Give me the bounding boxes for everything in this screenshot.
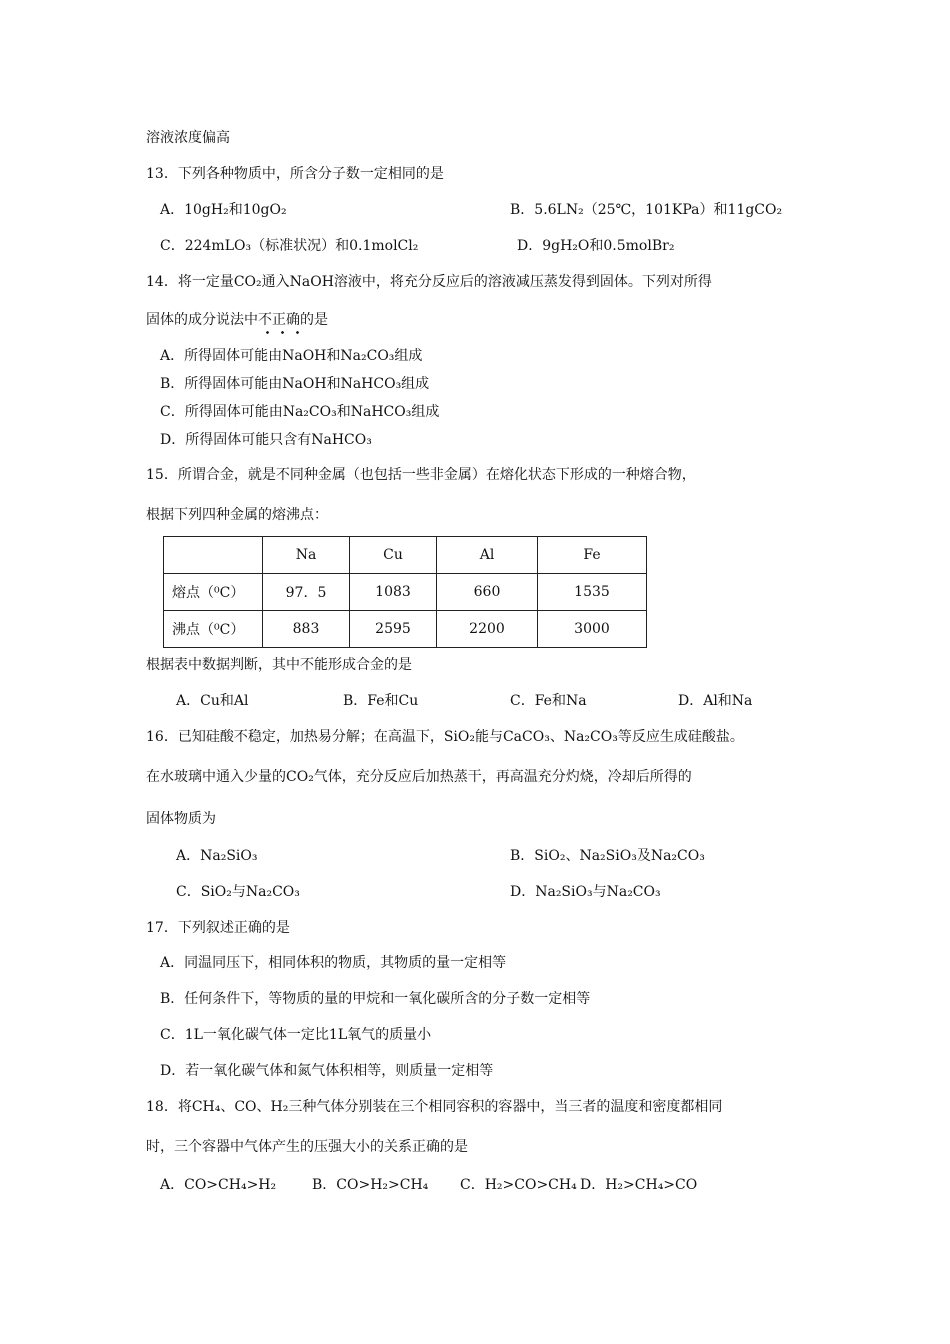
q13-stem: 13．下列各种物质中，所含分子数一定相同的是 <box>146 166 444 182</box>
table-cell: 熔点（⁰C） <box>164 574 263 611</box>
table-cell: 883 <box>263 611 350 648</box>
table-cell: 1083 <box>350 574 437 611</box>
q17-stem: 17．下列叙述正确的是 <box>146 920 290 936</box>
table-row <box>164 574 647 611</box>
top-text: 溶液浓度偏高 <box>146 130 230 146</box>
q15-stem-line1: 15．所谓合金，就是不同种金属（也包括一些非金属）在熔化状态下形成的一种熔合物， <box>146 467 696 483</box>
table-header-cu: Cu <box>350 537 437 574</box>
table-cell: 2595 <box>350 611 437 648</box>
q13-option-c: C．224mLO₃（标准状况）和0.1molCl₂ <box>160 238 419 254</box>
q18-option-a: A．CO>CH₄>H₂ <box>160 1177 277 1193</box>
q18-option-c: C．H₂>CO>CH₄ <box>460 1177 577 1193</box>
table-cell: 3000 <box>538 611 647 648</box>
q14-stem-post: 的是 <box>300 312 328 328</box>
q15-option-d: D．Al和Na <box>678 693 753 709</box>
table-cell: 2200 <box>437 611 538 648</box>
q14-option-b: B．所得固体可能由NaOH和NaHCO₃组成 <box>160 376 430 392</box>
q15-option-b: B．Fe和Cu <box>343 693 419 709</box>
q16-stem-line2: 在水玻璃中通入少量的CO₂气体，充分反应后加热蒸干，再高温充分灼烧，冷却后所得的 <box>146 769 692 785</box>
q13-option-d: D．9gH₂O和0.5molBr₂ <box>517 238 675 254</box>
q14-option-a: A．所得固体可能由NaOH和Na₂CO₃组成 <box>160 348 423 364</box>
q15-stem-line3: 根据表中数据判断，其中不能形成合金的是 <box>146 657 412 673</box>
q16-option-b: B．SiO₂、Na₂SiO₃及Na₂CO₃ <box>510 848 705 864</box>
q18-option-b: B．CO>H₂>CH₄ <box>312 1177 429 1193</box>
q16-option-c: C．SiO₂与Na₂CO₃ <box>176 884 300 900</box>
table-header-na: Na <box>263 537 350 574</box>
q13-option-a: A．10gH₂和10gO₂ <box>160 202 287 218</box>
table-cell: 1535 <box>538 574 647 611</box>
q17-option-b: B．任何条件下，等物质的量的甲烷和一氧化碳所含的分子数一定相等 <box>160 991 591 1007</box>
q14-option-d: D．所得固体可能只含有NaHCO₃ <box>160 432 372 448</box>
table-header-row <box>164 537 647 574</box>
q14-emphasis: 不正确 <box>258 312 300 328</box>
q18-stem-line2: 时，三个容器中气体产生的压强大小的关系正确的是 <box>146 1139 468 1155</box>
table-header-al: Al <box>437 537 538 574</box>
q15-option-a: A．Cu和Al <box>176 693 249 709</box>
q14-stem-pre: 固体的成分说法中 <box>146 312 258 328</box>
q17-option-c: C．1L一氧化碳气体一定比1L氧气的质量小 <box>160 1027 432 1043</box>
melting-boiling-table <box>163 536 647 648</box>
q15-option-c: C．Fe和Na <box>510 693 587 709</box>
q14-stem-line2 <box>146 310 328 330</box>
q13-option-b: B．5.6LN₂（25℃，101KPa）和11gCO₂ <box>510 202 783 218</box>
q16-option-d: D．Na₂SiO₃与Na₂CO₃ <box>510 884 661 900</box>
table-header-blank <box>164 537 263 574</box>
q16-option-a: A．Na₂SiO₃ <box>176 848 258 864</box>
q15-stem-line2: 根据下列四种金属的熔沸点： <box>146 507 328 523</box>
q17-option-a: A．同温同压下，相同体积的物质，其物质的量一定相等 <box>160 955 507 971</box>
table-header-fe: Fe <box>538 537 647 574</box>
q16-stem-line1: 16．已知硅酸不稳定，加热易分解；在高温下，SiO₂能与CaCO₃、Na₂CO₃等反应生成硅酸盐。 <box>146 729 744 745</box>
q14-stem-line1: 14．将一定量CO₂通入NaOH溶液中，将充分反应后的溶液减压蒸发得到固体。下列对所得 <box>146 274 712 290</box>
table-cell: 660 <box>437 574 538 611</box>
table-row <box>164 611 647 648</box>
table-cell: 97．5 <box>263 574 350 611</box>
q14-option-c: C．所得固体可能由Na₂CO₃和NaHCO₃组成 <box>160 404 440 420</box>
table-cell: 沸点（⁰C） <box>164 611 263 648</box>
q17-option-d: D．若一氧化碳气体和氮气体积相等，则质量一定相等 <box>160 1063 494 1079</box>
q18-stem-line1: 18．将CH₄、CO、H₂三种气体分别装在三个相同容积的容器中，当三者的温度和密度都相同 <box>146 1099 723 1115</box>
q18-option-d: D．H₂>CH₄>CO <box>580 1177 698 1193</box>
q16-stem-line3: 固体物质为 <box>146 811 216 827</box>
